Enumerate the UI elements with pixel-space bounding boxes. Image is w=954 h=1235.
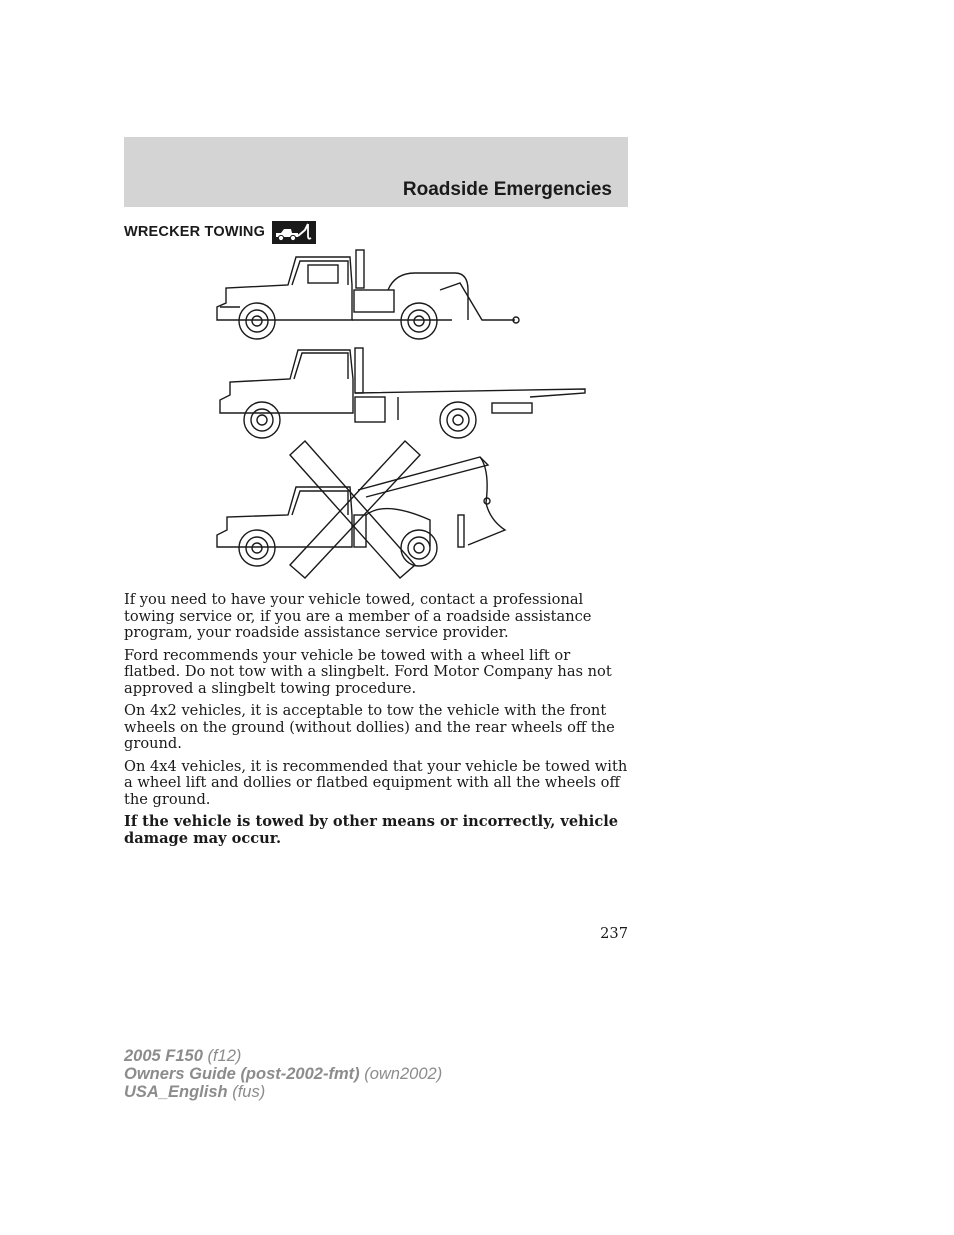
page-number: 237 <box>600 925 628 942</box>
footer <box>124 1047 442 1101</box>
page-title: Roadside Emergencies <box>402 179 612 200</box>
footer-line-3: USA_English (fus) <box>124 1083 266 1101</box>
slingbelt-wrecker <box>217 441 505 578</box>
section-heading-text: WRECKER TOWING <box>124 224 266 240</box>
paragraph: On 4x2 vehicles, it is acceptable to tow the vehicle with the front wheels on the ground (without dollies) and the rear wheels off the ground. <box>124 702 615 752</box>
warning-text: If the vehicle is towed by other means or incorrectly, vehicle damage may occur. <box>124 813 619 847</box>
towing-illustration <box>200 245 600 585</box>
footer-line-2: Owners Guide (post-2002-fmt) (own2002) <box>124 1065 443 1083</box>
footer-line-1: 2005 F150 (f12) <box>124 1047 242 1065</box>
paragraph: On 4x4 vehicles, it is recommended that your vehicle be towed with a wheel lift and dollies or flatbed equipment with all the wheels off the ground. <box>124 757 628 808</box>
paragraph: Ford recommends your vehicle be towed with a wheel lift or flatbed. Do not tow with a slingbelt. Ford Motor Company has not approved a slingbelt towing procedure. <box>124 646 612 697</box>
paragraph: If you need to have your vehicle towed, contact a professional towing service or, if you are a member of a roadside assistance program, your roadside assistance service provider. <box>124 591 592 641</box>
body-text <box>124 592 630 853</box>
flatbed-truck <box>220 348 585 438</box>
wheel-lift-truck <box>217 250 519 339</box>
tow-truck-icon <box>272 221 316 244</box>
section-heading <box>124 220 316 244</box>
header-band <box>124 137 628 207</box>
